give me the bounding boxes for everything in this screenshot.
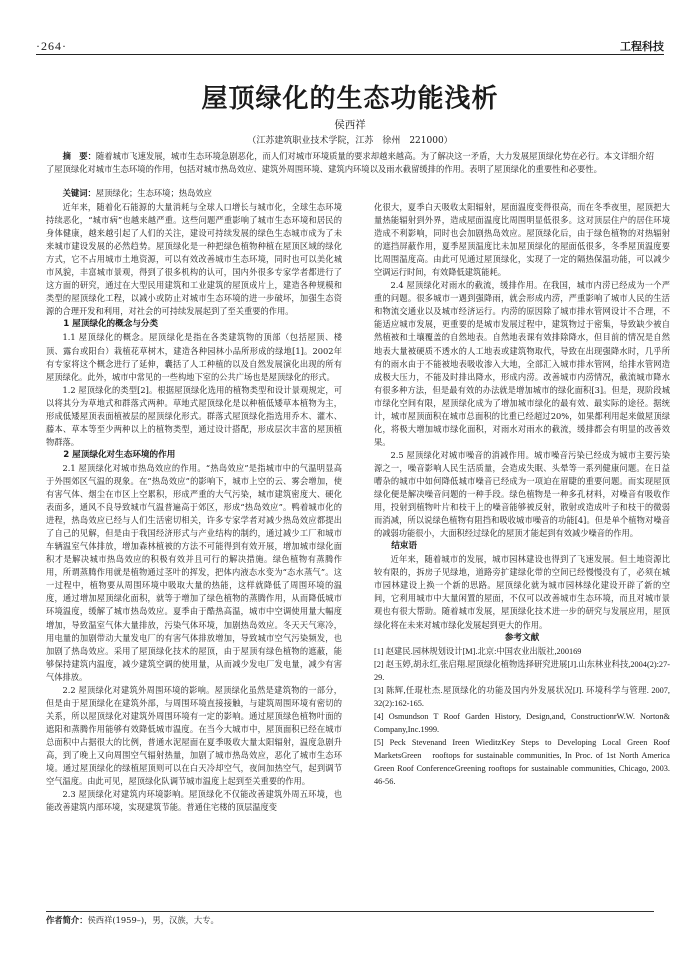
reference-item: [4] Osmundson T Roof Garden History, Design,and, ConstructionrW.W. Norton& Company,Inc.1999. — [374, 711, 670, 734]
body-paragraph: 1.2 屋顶绿化的类型[2]。根据屋顶绿化选用的植物类型和设计景观规定，可以将其分为草地式和群落式两种。草地式屋顶绿化是以种植低矮草本植物为主，形成低矮屋顶表面植被层的屋顶绿化形式。群落式屋顶绿化指选用乔木、灌木、藤本、草本等至少两种以上的植物类型，通过设计搭配，形成层次丰富的屋顶植物群落。 — [46, 384, 342, 447]
body-paragraph: 1.1 屋顶绿化的概念。屋顶绿化是指在各类建筑物的顶部（包括屋顶、楼顶、露台或阳台）栽植花草树木，建造各种园林小品所形成的绿地[1]。2002年有专家将这个概念进行了延伸，囊括了人工种植的以及自然发展演化出现的所有屋顶绿化。此外，城市中常见的一些构地下室的公共广场也是屋顶绿化的形式。 — [46, 332, 342, 382]
footnote-label: 作者简介： — [46, 915, 88, 925]
left-column — [46, 201, 342, 911]
journal-name: 工程科技 — [620, 40, 664, 53]
footnote-text: 侯西祥(1959–)，男，汉族，大专。 — [87, 915, 219, 925]
body-paragraph: 2.1 屋顶绿化对城市热岛效应的作用。“热岛效应”是指城市中的气温明显高于外围郊区气温的现象。在“热岛效应”的影响下，城市上空的云、雾会增加，使有害气体、烟尘在市区上空累积，形成严重的大气污染，城市建筑密度大、硬化表面多，通风不良导致城市气温普遍高于郊区，形成“热岛效应”。鸭着城市化的进程，热岛效应已经与人们生活密切相关，许多专家学者对减少热岛效应都提出了自己的见解，但是由于我国经济形式与产业结构的制约，通过减少工厂和城市车辆温室气体排放，增加森林植被的方法不可能得到有效开展，增加城市绿化面积才是解决城市热岛效应的积极有效并且可行的解决措施。绿色植物有蒸腾作用，所谓蒸腾作用就是植物通过茎叶的挥发，把体内液态水变为“态水蒸气”。这一过程中，植物要从周围环境中吸取大量的热能，这样就降低了周围环境的温度，通过增加屋顶绿化面积，就等于增加了绿色植物的蒸腾作用，从而降低城市环境温度，缓解了城市热岛效应。夏季由于酷热高温，城市中空调使用量大幅度增加，导致温室气体大量排放，污染气体环境，加剧热岛效应。冬天天气寒冷，用电量的加剧带动大量发电厂的有害气体排放增加，导致城市空气污染频发，也加剧了热岛效应。采用了屋顶绿化技术的屋顶，由于屋顶有绿色植物的遮蔽，能够保持建筑内温度，减少建筑空调的使用量，从而减少发电厂发电量，减少有害气体排放。 — [46, 462, 342, 682]
reference-item: [1] 赵建民.园林规划设计[M].北京:中国农业出版社,200169 — [374, 646, 582, 656]
section-heading: 1 屋顶绿化的概念与分类 — [63, 319, 159, 330]
reference-item: [2] 赵玉婷,胡永红,张启翔.屋顶绿化植物选择研究进展[J].山东林业科技,2004(2):27-29. — [374, 659, 670, 682]
abstract-text: 随着城市飞速发展，城市生态环境急剧恶化，而人们对城市环境质量的要求却越来越高。为了解决这一矛盾，大力发展屋顶绿化势在必行。本文详细介绍了屋顶绿化对城市生态环境的作用，包括对城市热岛效应、建筑外周围环境、建筑内环境以及雨水截留缓排的作用。表明了屋顶绿化的重要性和必要性。 — [46, 151, 654, 174]
section-heading: 参考文献 — [504, 632, 540, 643]
running-header — [36, 34, 664, 55]
right-column — [374, 201, 670, 911]
keywords — [46, 187, 654, 200]
abstract-label: 摘 要： — [62, 151, 96, 161]
body-columns — [46, 201, 670, 911]
author-footnote — [46, 911, 654, 926]
body-paragraph: 2.5 屋顶绿化对城市噪音的消减作用。城市噪音污染已经成为城市主要污染源之一，噪音影响人民生活质量，会造成失眠、头晕等一系列健康问题。在日益嘈杂的城市中如何降低城市噪音已经成为一项迫在眉睫的重要问题。而实现屋顶绿化便是解决噪音问题的一种手段。绿色植物是一种多孔材料，对噪音有吸收作用，投射到植物叶片和枝干上的噪音能够被反射，散射或造成叶子和枝干的微弱而消减，所以说绿色植物有阻挡和吸收城市噪音的功能[4]。但是单个植物对噪音的减弱功能很小，大面积经过绿化的屋顶才能起到有效减少噪音的作用。 — [374, 449, 670, 539]
body-paragraph: 2.2 屋顶绿化对建筑外周围环境的影响。屋顶绿化虽然是建筑物的一部分，但是由于屋顶绿化在建筑外部，与周围环境直接接触，与建筑周围环境有密切的关系，所以屋顶绿化对建筑外周围环境有一定的影响。通过屋顶绿色植物叶面的遮阳和蒸腾作用能够有效降低城市温度。在当今大城市中，屋顶面积已经在城市总面积中占据很大的比例，普通水泥屋面在夏季吸收大量太阳辐射，温度急剧升高，到了晚上又向周围空气辐射热量，加剧了城市热岛效应，恶化了城市生态环境。通过屋顶绿化的绿植屋顶则可以在白天冷却空气，夜间加热空气，起到调节空气温度。由此可见，屋顶绿化队调节城市温度上起到至关重要的作用。 — [46, 684, 342, 787]
section-heading: 结束语 — [391, 541, 417, 552]
page-number: ·264· — [36, 39, 67, 53]
body-paragraph: 2.3 屋顶绿化对建筑内环境影响。屋顶绿化不仅能改善建筑外周五环境，也能改善建筑内部环境，实现建筑节能。普通住宅楼的顶层温度变 — [46, 789, 342, 813]
author-name: 侯西祥 — [334, 119, 366, 131]
body-paragraph: 近年来，随着化石能源的大量消耗与全球人口增长与城市化，全球生态环境持续恶化，“城市病”也越来越严重。这些问题严重影响了城市生态环境和居民的身体健康，越来越引起了人们的关注，建设可持续发展的绿色生态城市成为了未来城市建设发展的必然趋势。屋顶绿化是一种把绿色植物种植在屋顶区域的绿化方式，它不占用城市土地资源，可以有效改善城市生态环境，同时也可以美化城市风貌，丰富城市景观，得到了很多机构的认可，国内外很多专家学者都进行了这方面的研究，通过在大型民用建筑和工业建筑的屋顶成片上，建造各种规模和类型的屋顶绿化工程，以减小或防止对城市生态环境的进一步破坏，加强生态资源的合理开发和利用，对社会的可持续发展起到了至关重要的作用。 — [46, 202, 342, 317]
reference-item: [5] Peck Stevenand Ireen WieditzKey Steps to Developing Local Green Roof MarketsGreen rooftops for sustainable communities, In Proc. of 1st North America Green Roof ConferenceGreening rooftops for sustainable communities, Chicago, 2003. 46-56. — [374, 737, 670, 787]
article-title: 屋顶绿化的生态功能浅析 — [201, 84, 499, 114]
keywords-text: 屋顶绿化；生态环境；热岛效应 — [95, 188, 212, 198]
keywords-label: 关键词： — [62, 188, 96, 198]
section-heading: 2 屋顶绿化对生态环境的作用 — [63, 449, 176, 460]
abstract — [46, 150, 654, 176]
body-paragraph: 近年来，随着城市的发展，城市园林建设也得到了飞速发展。但土地资源比较有限的，拆房子见绿地，道路旁扩建绿化带的空间已经慢慢没有了，必须在城市园林建设上换一个新的思路。屋顶绿化就为城市园林绿化建设开辟了新的空间，它利用城市中大量闲置的屋面，不仅可以改善城市生态环境，而且对城市景观也有很大帮助。随着城市发展，屋顶绿化技术进一步的研究与发展应用，屋顶绿化将在未来对城市绿化发展起到更大的作用。 — [374, 554, 670, 630]
body-paragraph: 化很大，夏季白天吸收太阳辐射，屋面温度变得很高，而在冬季夜里，屋顶把大量热能辐射到外界，造成屋面温度比周围明显低很多。这对顶层住户的居住环境造成不利影响，同时也会加剧热岛效应。屋顶绿化后，由于绿色植物的对热辐射的遮挡屏蔽作用，夏季屋顶温度比未加屋顶绿化的屋面低很多，冬季屋顶温度要比周围温度高。由此可见通过屋顶绿化，实现了一定的隔热保温功能，可以减少空调运行时间，有效降低建筑能耗。 — [374, 202, 670, 278]
reference-item: [3] 陈辉,任琨杜杰.屋顶绿化的功能及国内外发展状况[J]. 环境科学与管理. 2007, 32(2):162-165. — [374, 685, 670, 708]
body-paragraph: 2.4 屋顶绿化对雨水的截流，缓排作用。在我国，城市内涝已经成为一个严重的问题。很多城市一遇到强降雨，就会形成内涝，严重影响了城市人民的生活和物流交通业以及城市经济运行。内涝的原因除了城市排水管网设计不合理，不能适应城市发展，更重要的是城市发展过程中，建筑物过于密集，导致缺少被自然植被和土壤覆盖的自然地表。自然地表课有效排除降水，但目前的情况是自然地表大量被硬质不透水的人工地表或建筑物取代，导致在出现强降水时，几乎所有的雨水由于不能被地表吸收渗入大地，全部汇入城市排水管网，给排水管网造成极大压力，不能及时排出降水，形成内涝。改善城市内涝情况，截流城市降水有很多种方法，但是最有效的办法就是增加城市的绿化面积[3]。但是，现阶段城市绿化空间有限，屋顶绿化成为了增加城市绿化的最有效、最实际的途径。据统计，城市屋顶面积在城市总面积的比重已经超过20%，如果都利用起来做屋顶绿化，将极大增加城市绿化面积，对雨水对雨水的截流，缓排都会有明显的改善效果。 — [374, 280, 670, 447]
author-affiliation: （江苏建筑职业技术学院，江苏 徐州 221000） — [247, 136, 453, 146]
